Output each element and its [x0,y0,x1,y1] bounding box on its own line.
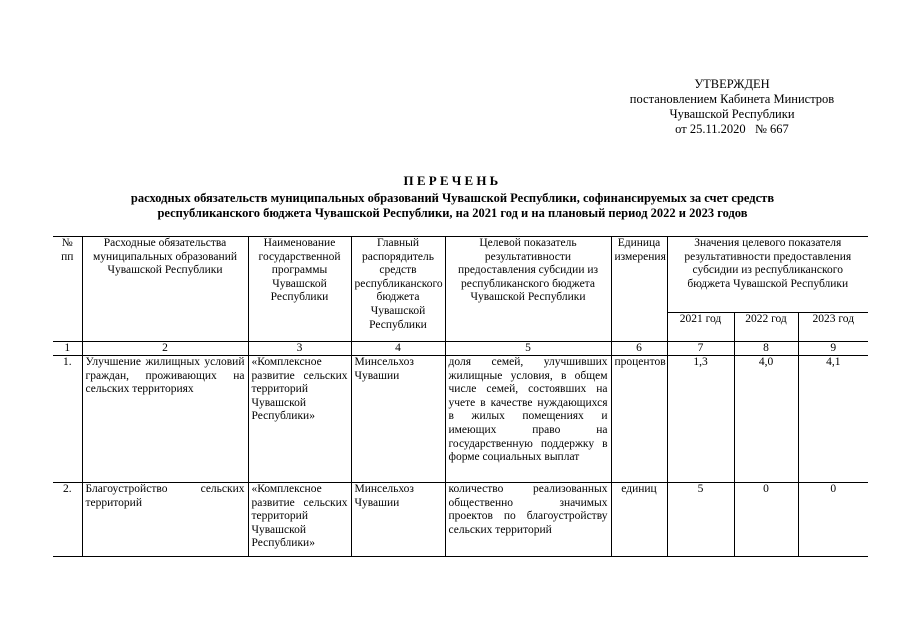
row-value-2021: 1,3 [667,356,734,483]
column-number-row [53,342,868,356]
column-number: 8 [734,342,798,356]
column-number: 7 [667,342,734,356]
approval-line-2: постановлением Кабинета Министров [629,92,835,106]
row-value-2021: 5 [667,483,734,557]
table-row [53,483,868,557]
header-unit: Единица измерения [611,237,667,342]
row-value-2022: 4,0 [734,356,798,483]
document-subtitle-line-1: расходных обязательств муниципальных образований Чувашской Республики, софинансируемых за счет средств [130,191,775,205]
header-program: Наименование государственной программы Чувашской Республики [248,237,351,342]
column-number: 1 [53,342,82,356]
obligations-table [53,236,868,557]
row-obligation: Благоустройство сельских территорий [82,483,248,557]
row-unit: единиц [611,483,667,557]
table-row [53,356,868,483]
row-unit: процентов [611,356,667,483]
header-obligations: Расходные обязательства муниципальных образований Чувашской Республики [82,237,248,342]
header-num: № пп [53,237,82,342]
column-number: 4 [351,342,445,356]
column-number: 5 [445,342,611,356]
column-number: 3 [248,342,351,356]
column-number: 6 [611,342,667,356]
column-number: 2 [82,342,248,356]
row-manager: Минсельхоз Чувашии [351,483,445,557]
row-manager: Минсельхоз Чувашии [351,356,445,483]
header-year-2021: 2021 год [667,313,734,342]
header-manager: Главный распорядитель средств республиканского бюджета Чувашской Республики [351,237,445,342]
column-number: 9 [798,342,868,356]
header-year-2023: 2023 год [798,313,868,342]
row-value-2023: 0 [798,483,868,557]
row-indicator: доля семей, улучшивших жилищные условия, в общем числе семей, состоявших на учете в качестве нуждающихся в жилых помещениях и имеющих право на государственную поддержку в форме социальных выплат [445,356,611,483]
approval-line-4: от 25.11.2020 № 667 [675,122,789,136]
row-program: «Комплексное развитие сельских территорий Чувашской Республики» [248,356,351,483]
row-number: 2. [53,483,82,557]
table-header-row [53,237,868,313]
document-subtitle-line-2: республиканского бюджета Чувашской Республики, на 2021 год и на плановый период 2022 и 2023 годов [157,206,748,220]
row-value-2022: 0 [734,483,798,557]
row-number: 1. [53,356,82,483]
approval-line-1: УТВЕРЖДЕН [694,77,770,91]
document-title: ПЕРЕЧЕНЬ [403,173,502,188]
approval-block [612,77,852,137]
row-program: «Комплексное развитие сельских территорий Чувашской Республики» [248,483,351,557]
row-value-2023: 4,1 [798,356,868,483]
header-year-2022: 2022 год [734,313,798,342]
header-values: Значения целевого показателя результативности предоставления субсидии из республиканского бюджета Чувашской Республики [667,237,868,313]
header-indicator: Целевой показатель результативности предоставления субсидии из республиканского бюджета Чувашской Республики [445,237,611,342]
approval-line-3: Чувашской Республики [669,107,795,121]
row-indicator: количество реализованных общественно значимых проектов по благоустройству сельских территорий [445,483,611,557]
row-obligation: Улучшение жилищных условий граждан, проживающих на сельских территориях [82,356,248,483]
